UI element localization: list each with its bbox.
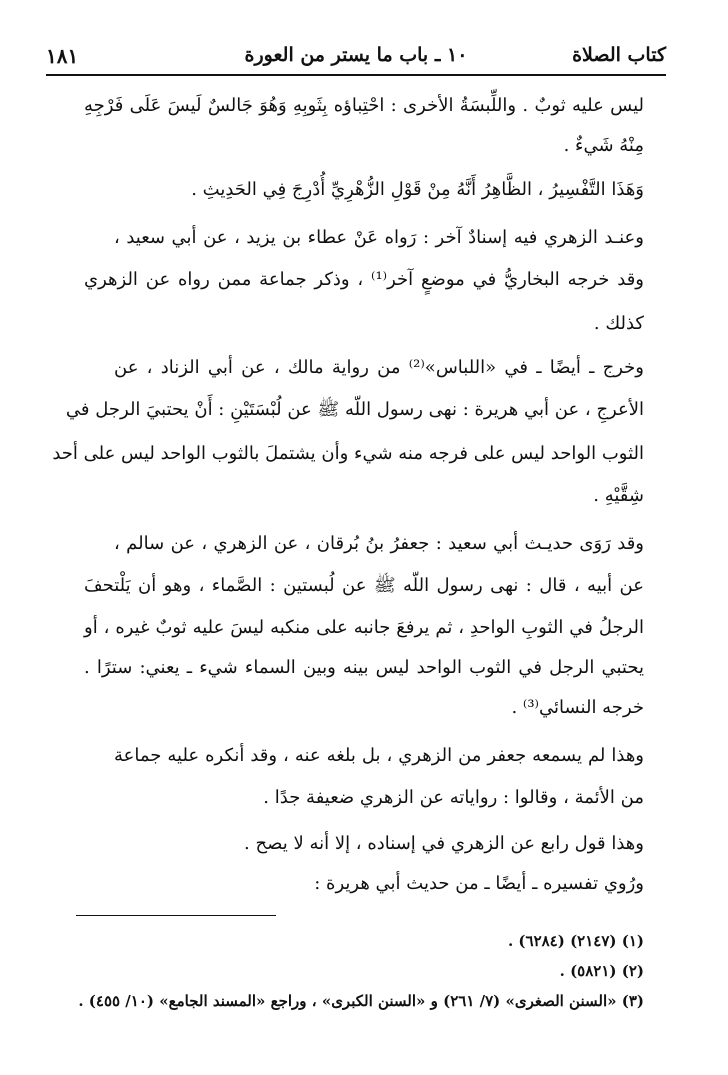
footnote-rule [76, 915, 276, 916]
page-number: ١٨١ [46, 44, 79, 68]
body-line: من الأئمة ، وقالوا : رواياته عن الزهري ضعيفة جدًا . [263, 787, 644, 808]
body-line: خرجه النسائي⁽³⁾ . [511, 697, 644, 718]
body-line: الثوب الواحد ليس على فرجه منه شيء وأن يشتملَ بالثوب الواحد ليس على أحد [52, 443, 644, 464]
footnote: (١) (٢١٤٧) (٦٢٨٤) . [507, 932, 644, 950]
body-line: عن أبيه ، قال : نهى رسول اللّه ﷺ عن لُبستين : الصَّماء ، وهو أن يَلْتحفَ [84, 575, 644, 596]
body-line: وقد خرجه البخاريُّ في موضعٍ آخر⁽¹⁾ ، وذكر جماعة ممن رواه عن الزهري [84, 269, 644, 290]
body-line: الأعرجِ ، عن أبي هريرة : نهى رسول اللّه ﷺ عن لُبْسَتَيْنِ : أَنْ يحتبيَ الرجل في [65, 399, 644, 420]
body-line: وقد رَوَى حديـث أبي سعيد : جعفرُ بنُ بُرقان ، عن الزهري ، عن سالم ، [114, 533, 644, 554]
body-line: كذلك . [593, 313, 644, 334]
body-line: وخرج ـ أيضًا ـ في «اللباس»⁽²⁾ من رواية مالك ، عن أبي الزناد ، عن [114, 357, 644, 378]
body-line: وهذا قول رابع عن الزهري في إسناده ، إلا أنه لا يصح . [244, 833, 644, 854]
footnote: (٢) (٥٨٢١) . [559, 962, 644, 980]
header-rule [46, 74, 666, 76]
body-line: ورُوي تفسيره ـ أيضًا ـ من حديث أبي هريرة : [314, 873, 644, 894]
body-line: شِقَّيْهِ . [593, 485, 644, 506]
body-line: وعنـد الزهري فيه إسنادٌ آخر : رَواه عَنْ عطاء بن يزيد ، عن أبي سعيد ، [114, 227, 644, 248]
body-line: وَهَذَا التَّفْسِيرُ ، الظَّاهِرُ أَنَّهُ مِنْ قَوْلِ الزُّهْرِيِّ أُدْرِجَ فِي الحَدِيثِ . [191, 179, 644, 200]
book-title: كتاب الصلاة [572, 44, 666, 66]
body-line: مِنْهُ شَيءٌ . [563, 135, 644, 156]
body-line: وهذا لم يسمعه جعفر من الزهري ، بل بلغه عنه ، وقد أنكره عليه جماعة [114, 745, 644, 766]
body-line: يحتبي الرجل في الثوب الواحد ليس بينه وبين السماء شيء ـ يعني: سترًا . [84, 657, 644, 678]
chapter-title: ١٠ ـ باب ما يستر من العورة [244, 44, 468, 66]
footnote: (٣) «السنن الصغرى» (٧/ ٢٦١) و «السنن الكبرى» ، وراجع «المسند الجامع» (١٠/ ٤٥٥) . [78, 992, 644, 1010]
body-line: الرجلُ في الثوبِ الواحدِ ، ثم يرفعَ جانبه على منكبه ليسَ عليه ثوبٌ غيره ، أو [84, 617, 644, 638]
page-header [46, 40, 666, 74]
body-line: ليس عليه ثوبٌ . واللِّبسَةُ الأخرى : احْتِباؤه بِثَوبِهِ وَهُوَ جَالسٌ لَيسَ عَلَى فَرْجِهِ [84, 95, 644, 116]
